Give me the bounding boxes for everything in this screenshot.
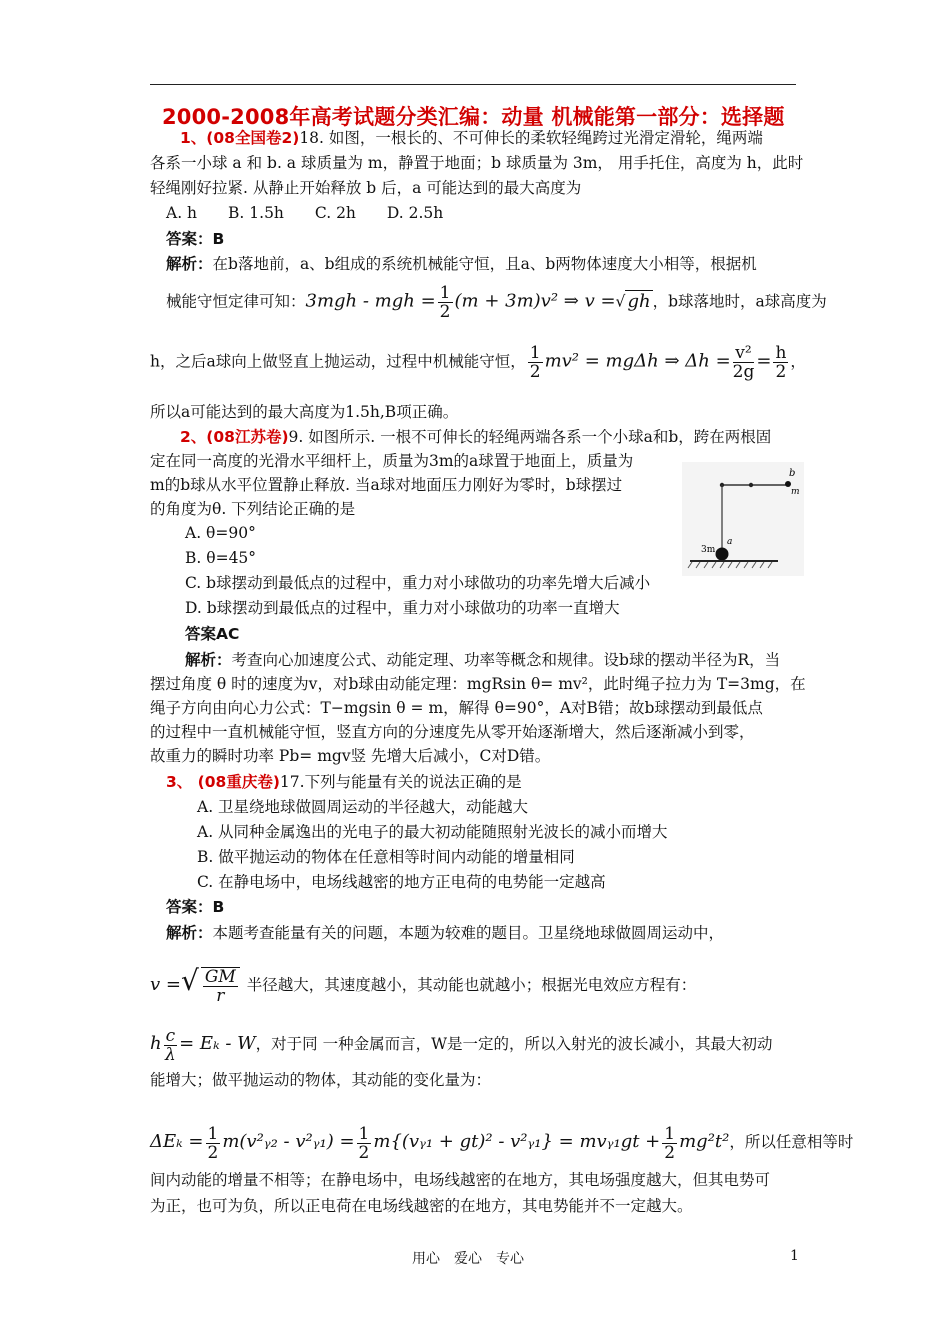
q3-analysis-3: h $\frac{c}{\lambda}$ = Eₖ - W，对于同 一种金属而言，W是一定的，所以入射光的波长减小，其最大初动 [150,1025,773,1065]
q2-optC: C. b球摆动到最低点的过程中，重力对小球做功的功率先增大后减小 [185,574,651,592]
q2-line4: 的角度为θ. 下列结论正确的是 [150,500,356,518]
q3-line1: 3、 (08重庆卷)17.下列与能量有关的说法正确的是 [166,773,522,791]
q3-analysis-2: v =√ $\frac{GM}{r}$ 半径越大，其速度越小，其动能也就越小；根据光电效应方程有： [150,964,697,1006]
q3-optA1: A. 卫星绕地球做圆周运动的半径越大，动能越大 [197,798,529,816]
q3-tag: 3、 (08重庆卷) [166,773,280,791]
q1-analysis-1: 解析：在b落地前，a、b组成的系统机械能守恒，且a、b两物体速度大小相等，根据机 [166,255,757,273]
q3-optC: C. 在静电场中，电场线越密的地方正电荷的电势能一定越高 [197,873,606,891]
footer-center: 用心 爱心 专心 [412,1251,524,1267]
eqv-fraction: $\frac{GM}{r}$ [201,967,240,1005]
q1-line1: 1、(08全国卷2)18. 如图，一根长的、不可伸长的柔软轻绳跨过光滑定滑轮，绳两端 [180,129,763,147]
q1-analysis-3: h，之后a球向上做竖直上抛运动，过程中机械能守恒， $\frac{1}{2}$ mv² = mgΔh ⇒ Δh = $\frac{\text{v²}}{2g}$ = $\frac{h}{2}$ ， [150,343,806,382]
label-a: a [727,537,733,547]
eq1-fraction: $\frac{1}{2}$ [439,283,451,322]
peg-right [749,483,753,487]
q3-answer: 答案：B [166,898,225,916]
page-title: 2000-2008年高考试题分类汇编：动量 机械能第一部分：选择题 [162,105,785,129]
q2-analysis-4: 的过程中一直机械能守恒，竖直方向的分速度先从零开始逐渐增大，然后逐渐减小到零， [150,723,755,741]
q1-tag: 1、(08全国卷2) [180,129,300,147]
q2-tag: 2、(08江苏卷) [180,428,289,446]
label-m: m [791,487,800,497]
pendulum-figure [682,462,804,576]
q2-analysis-3: 绳子方向由向心力公式：T−mgsin θ = m，解得 θ=90°，A对B错；故b球摆动到最低点 [150,699,763,717]
q1-line3: 轻绳刚好拉紧. 从静止开始释放 b 后，a 可能达到的最大高度为 [150,179,582,197]
q3-analysis-7: 为正，也可为负，所以正电荷在电场线越密的在地方，其电势能并不一定越大。 [150,1197,693,1215]
q2-answer: 答案AC [185,625,240,643]
label-3m: 3m [701,545,716,555]
header-rule [150,84,796,85]
q2-analysis-5: 故重力的瞬时功率 Pb= mgv竖 先增大后减小，C对D错。 [150,747,551,765]
q2-analysis-2: 摆过角度 θ 时的速度为v，对b球由动能定理：mgRsin θ= mv²，此时绳子拉力为 T=3mg，在 [150,675,806,693]
q3-analysis-1: 解析：本题考查能量有关的问题，本题为较难的题目。卫星绕地球做圆周运动中， [166,924,725,942]
q2-analysis-1: 解析：考查向心加速度公式、动能定理、功率等概念和规律。设b球的摆动半径为R，当 [185,651,781,669]
q2-optB: B. θ=45° [185,549,257,567]
page-number: 1 [790,1248,799,1264]
q3-optB: B. 做平抛运动的物体在任意相等时间内动能的增量相同 [197,848,575,866]
q1-analysis-4: 所以a可能达到的最大高度为1.5h,B项正确。 [150,403,459,421]
q2-line3: m的b球从水平位置静止释放. 当a球对地面压力刚好为零时，b球摆过 [150,476,623,494]
q1-options: A. h B. 1.5h C. 2h D. 2.5h [166,204,444,222]
q1-analysis-2: 械能守恒定律可知：3mgh - mgh = $\frac{1}{2}$ (m + 3m)v² ⇒ v =√ gh ，b球落地时，a球高度为 [166,283,827,322]
ball-a [716,548,729,561]
label-b: b [789,468,796,479]
q1-line2: 各系一小球 a 和 b. a 球质量为 m，静置于地面；b 球质量为 3m， 用手托住，高度为 h，此时 [150,154,804,172]
q2-line1: 2、(08江苏卷)9. 如图所示. 一根不可伸长的轻绳两端各系一个小球a和b，跨在两根固 [180,428,772,446]
q3-analysis-4: 能增大；做平抛运动的物体，其动能的变化量为： [150,1071,492,1089]
q3-analysis-6: 间内动能的增量不相等；在静电场中，电场线越密的在地方，其电场强度越大，但其电势可 [150,1171,771,1189]
q2-optA: A. θ=90° [185,524,256,542]
q2-optD: D. b球摆动到最低点的过程中，重力对小球做功的功率一直增大 [185,599,620,617]
q3-analysis-5: ΔEₖ = $\frac{1}{2}$ m(v²ᵧ₂ - v²ᵧ₁) = $\frac{1}{2}$ m{(vᵧ₁ + gt)² - v²ᵧ₁} = mvᵧ₁gt + $\frac{1}{2}$ mg²t²，所以任意相等时 [150,1123,854,1163]
q3-optA2: A. 从同种金属逸出的光电子的最大初动能随照射光波长的减小而增大 [197,823,668,841]
q2-line2: 定在同一高度的光滑水平细杆上，质量为3m的a球置于地面上，质量为 [150,452,634,470]
q1-answer: 答案：B [166,230,225,248]
